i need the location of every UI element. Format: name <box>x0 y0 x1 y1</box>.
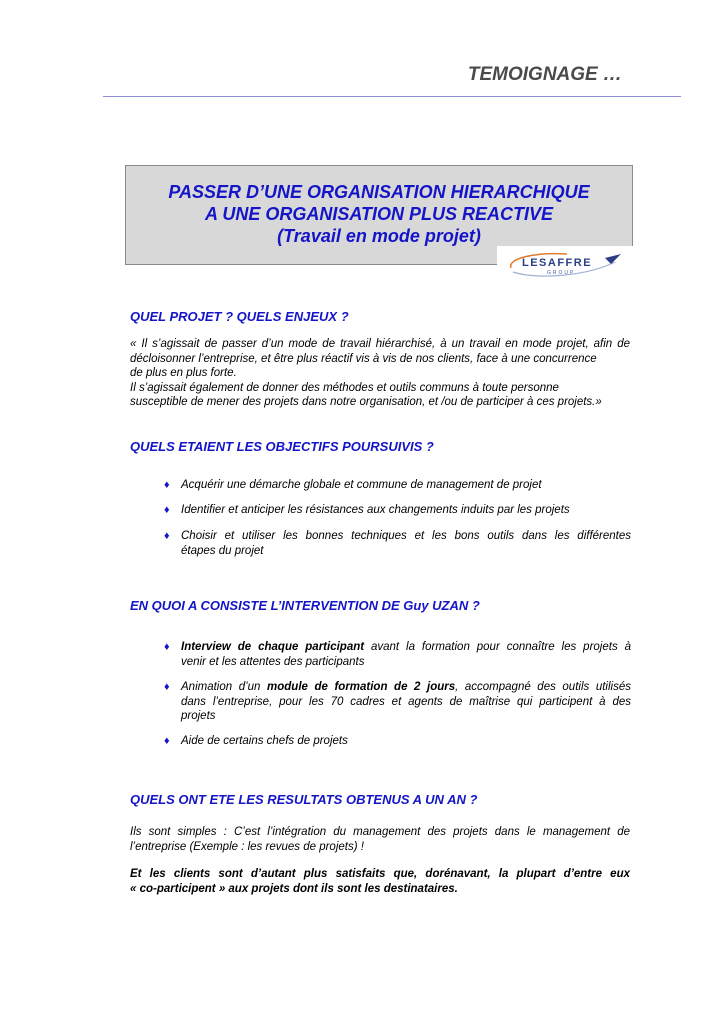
section-heading-intervention: EN QUOI A CONSISTE L’INTERVENTION DE Guy UZAN ? <box>130 598 480 613</box>
title-line-1: PASSER D’UNE ORGANISATION HIERARCHIQUE <box>168 182 590 202</box>
paragraph-line: Et les clients sont d’autant plus satisfaits que, dorénavant, la plupart d’entre eux <box>130 868 630 880</box>
list-item-text <box>181 640 631 669</box>
bold-phrase: module de formation de 2 jours <box>267 681 456 693</box>
list-item-text: Acquérir une démarche globale et commune de management de projet <box>181 479 542 491</box>
phrase: Animation d’un <box>181 681 268 693</box>
logo-name: LESAFFRE <box>522 257 593 269</box>
bold-phrase: Interview de chaque participant <box>181 641 365 653</box>
list-item-line <box>181 640 631 655</box>
page-header-title: TEMOIGNAGE … <box>467 64 622 85</box>
paragraph-line: « co-participent » aux projets dont ils sont les destinataires. <box>130 882 458 895</box>
list-item-text <box>181 529 631 558</box>
paragraph-line: « Il s’agissait de passer d’un mode de travail hiérarchisé, à un travail en mode projet, afin de <box>130 338 630 350</box>
list-item-line: Choisir et utiliser les bonnes techniques et les bons outils dans les différentes <box>181 530 631 542</box>
section-paragraph-resultats <box>130 825 630 854</box>
paragraph-line: de plus en plus forte. <box>130 367 237 379</box>
phrase: , accompagné des outils utilisés <box>455 681 631 693</box>
list-item-text: Aide de certains chefs de projets <box>181 735 348 747</box>
list-item-line <box>181 680 631 695</box>
list-item-line: projets <box>181 710 216 722</box>
paragraph-line: susceptible de mener des projets dans notre organisation, et /ou de participer à ces projets.» <box>130 396 602 408</box>
paragraph-line: Ils sont simples : C’est l’intégration du management des projets dans le management de <box>130 826 630 838</box>
diamond-bullet-icon: ♦ <box>164 530 170 542</box>
list-item-line: étapes du projet <box>181 544 264 557</box>
diamond-bullet-icon: ♦ <box>164 735 170 747</box>
section-paragraph-enjeux <box>130 337 630 410</box>
list-item-line: venir et les attentes des participants <box>181 655 365 668</box>
title-line-2: A UNE ORGANISATION PLUS REACTIVE <box>204 204 554 224</box>
diamond-bullet-icon: ♦ <box>164 681 170 693</box>
logo-sub: GROUP <box>547 270 576 276</box>
diamond-bullet-icon: ♦ <box>164 641 170 653</box>
lesaffre-logo <box>497 246 633 282</box>
list-item-text: Identifier et anticiper les résistances aux changements induits par les projets <box>181 504 570 516</box>
diamond-bullet-icon: ♦ <box>164 504 170 516</box>
phrase: avant la formation pour connaître les projets à <box>364 641 631 653</box>
title-line-3: (Travail en mode projet) <box>277 226 481 246</box>
diamond-bullet-icon: ♦ <box>164 479 170 491</box>
list-item-line: dans l’entreprise, pour les 70 cadres et agents de maîtrise qui participent à des <box>181 695 631 708</box>
paragraph-line: Il s’agissait également de donner des méthodes et outils communs à toute personne <box>130 381 559 394</box>
section-heading-enjeux: QUEL PROJET ? QUELS ENJEUX ? <box>130 309 349 324</box>
paragraph-line: décloisonner l’entreprise, et être plus réactif vis à vis de nos clients, face à une concurrence <box>130 352 597 365</box>
list-item-text <box>181 680 631 724</box>
paragraph-line: l’entreprise (Exemple : les revues de projets) ! <box>130 840 364 853</box>
section-heading-resultats: QUELS ONT ETE LES RESULTATS OBTENUS A UN AN ? <box>130 792 478 807</box>
section-heading-objectifs: QUELS ETAIENT LES OBJECTIFS POURSUIVIS ? <box>130 439 434 454</box>
section-paragraph-conclusion <box>130 867 630 896</box>
header-divider <box>103 96 681 97</box>
